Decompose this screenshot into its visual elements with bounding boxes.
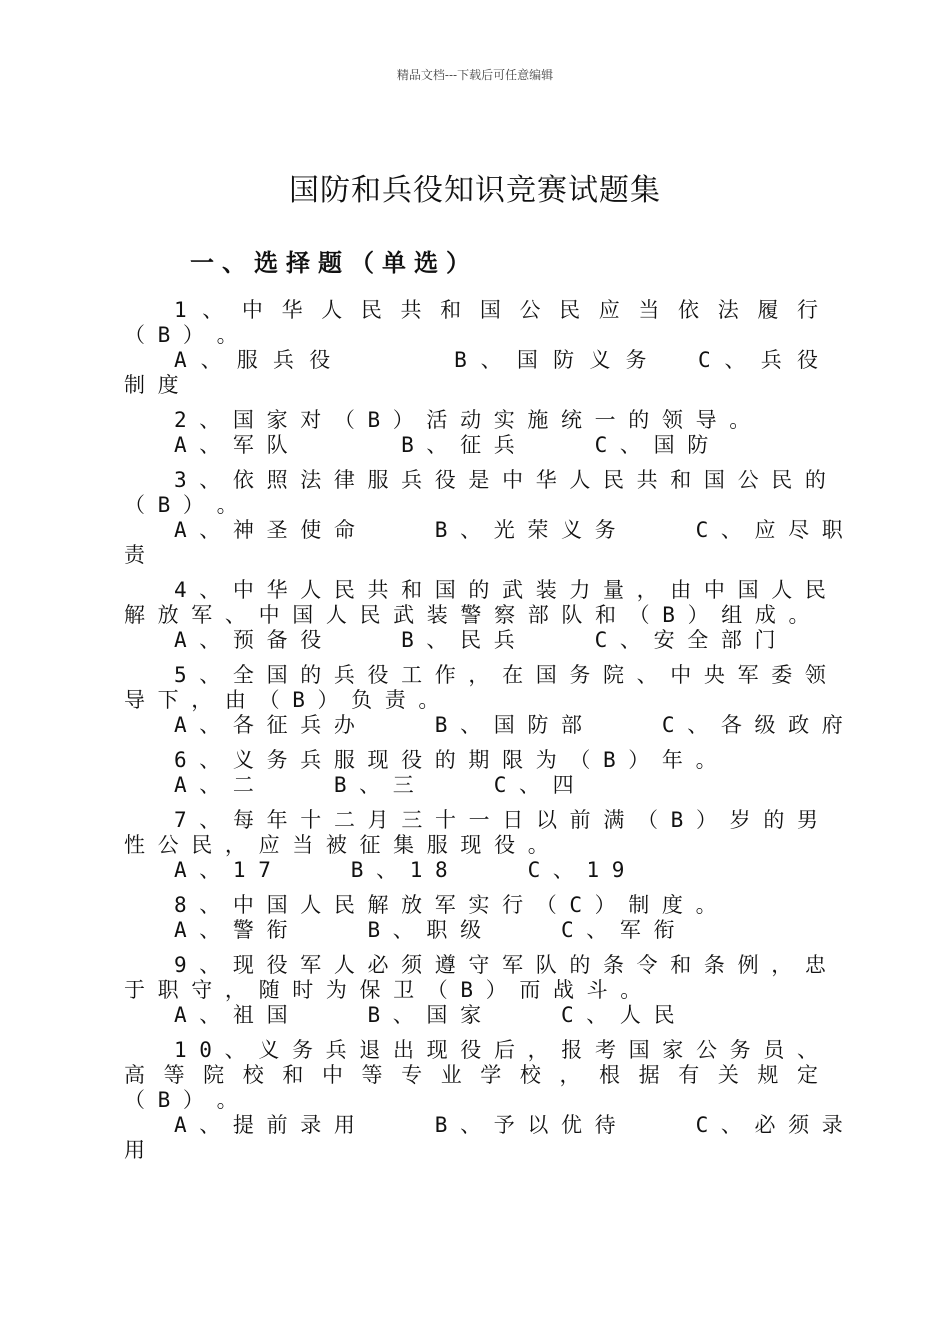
- question-line: A 、 警 衔 B 、 职 级 C 、 军 衔: [174, 918, 675, 942]
- page-header: 精品文档---下载后可任意编辑: [396, 68, 554, 82]
- question-line: A 、 服 兵 役 B 、 国 防 义 务 C 、 兵 役: [174, 348, 818, 372]
- question-line: A 、 预 备 役 B 、 民 兵 C 、 安 全 部 门: [174, 628, 776, 652]
- question-line: A 、 二 B 、 三 C 、 四: [174, 773, 574, 797]
- question-line: 2 、 国 家 对 （ B ） 活 动 实 施 统 一 的 领 导 。: [174, 408, 751, 432]
- question-line: 导 下 ， 由 （ B ） 负 责 。: [124, 688, 440, 712]
- question-line: 4 、 中 华 人 民 共 和 国 的 武 装 力 量 ， 由 中 国 人 民: [174, 578, 826, 602]
- question-line: 9 、 现 役 军 人 必 须 遵 守 军 队 的 条 令 和 条 例 ， 忠: [174, 953, 826, 977]
- question-line: 高 等 院 校 和 中 等 专 业 学 校 ， 根 据 有 关 规 定: [124, 1063, 818, 1087]
- question-line: 5 、 全 国 的 兵 役 工 作 ， 在 国 务 院 、 中 央 军 委 领: [174, 663, 826, 687]
- question-line: 1 0 、 义 务 兵 退 出 现 役 后 ， 报 考 国 家 公 务 员 、: [174, 1038, 818, 1062]
- question-line: 1 、 中 华 人 民 共 和 国 公 民 应 当 依 法 履 行: [174, 298, 818, 322]
- question-line: 8 、 中 国 人 民 解 放 军 实 行 （ C ） 制 度 。: [174, 893, 717, 917]
- question-line: 解 放 军 、 中 国 人 民 武 装 警 察 部 队 和 （ B ） 组 成 。: [124, 603, 810, 627]
- question-line: A 、 军 队 B 、 征 兵 C 、 国 防: [174, 433, 709, 457]
- question-line: 制 度: [124, 373, 179, 397]
- question-item: [124, 468, 843, 568]
- question-line: A 、 1 7 B 、 1 8 C 、 1 9: [174, 858, 625, 882]
- section-heading: 一、选择题（单选）: [190, 249, 478, 277]
- question-line: 3 、 依 照 法 律 服 兵 役 是 中 华 人 民 共 和 国 公 民 的: [174, 468, 826, 492]
- question-item: [124, 298, 818, 398]
- question-line: 用: [124, 1138, 145, 1162]
- question-item: [124, 808, 818, 883]
- question-line: 责: [124, 543, 145, 567]
- question-line: A 、 祖 国 B 、 国 家 C 、 人 民: [174, 1003, 675, 1027]
- question-item: [124, 1038, 843, 1163]
- question-line: A 、 提 前 录 用 B 、 予 以 优 待 C 、 必 须 录: [174, 1113, 843, 1137]
- question-line: （ B ） 。: [124, 1088, 238, 1112]
- question-line: A 、 各 征 兵 办 B 、 国 防 部 C 、 各 级 政 府: [174, 713, 843, 737]
- question-item: [124, 748, 818, 798]
- document-title: 国防和兵役知识竞赛试题集: [289, 173, 661, 208]
- question-item: [124, 578, 826, 653]
- question-line: （ B ） 。: [124, 493, 238, 517]
- question-list: [124, 298, 843, 1173]
- question-line: A 、 神 圣 使 命 B 、 光 荣 义 务 C 、 应 尽 职: [174, 518, 843, 542]
- question-line: 于 职 守 ， 随 时 为 保 卫 （ B ） 而 战 斗 。: [124, 978, 642, 1002]
- question-item: [124, 408, 818, 458]
- question-line: 性 公 民 ， 应 当 被 征 集 服 现 役 。: [124, 833, 549, 857]
- question-line: 7 、 每 年 十 二 月 三 十 一 日 以 前 满 （ B ） 岁 的 男: [174, 808, 818, 832]
- question-line: （ B ） 。: [124, 323, 238, 347]
- question-item: [124, 893, 818, 943]
- question-item: [124, 953, 826, 1028]
- question-item: [124, 663, 843, 738]
- question-line: 6 、 义 务 兵 服 现 役 的 期 限 为 （ B ） 年 。: [174, 748, 717, 772]
